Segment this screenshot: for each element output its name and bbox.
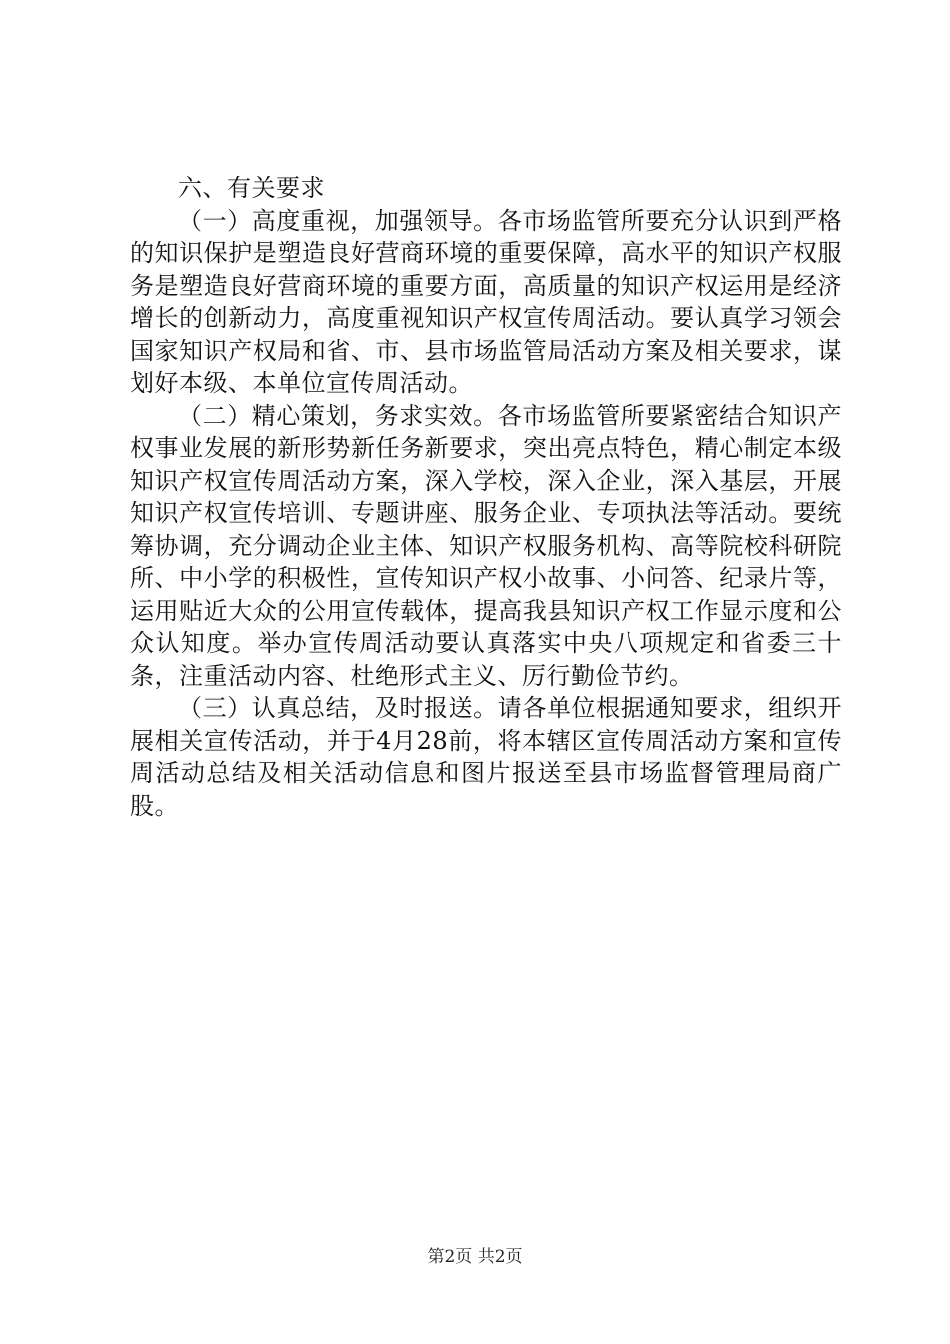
page-footer: 第2页 共2页 <box>427 1247 523 1267</box>
section-heading: 六、有关要求 <box>178 174 325 202</box>
paragraph-2: （二）精心策划，务求实效。各市场监管所要紧密结合知识产权事业发展的新形势新任务新要求，突出亮点特色，精心制定本级知识产权宣传周活动方案，深入学校，深入企业，深入基层，开展知识产权宣传培训、专题讲座、服务企业、专项执法等活动。要统筹协调，充分调动企业主体、知识产权服务机构、高等院校科研院所、中小学的积极性，宣传知识产权小故事、小问答、纪录片等，运用贴近大众的公用宣传载体，提高我县知识产权工作显示度和公众认知度。举办宣传周活动要认真落实中央八项规定和省委三十条，注重活动内容、杜绝形式主义、厉行勤俭节约。 <box>130 401 842 690</box>
paragraph-3: （三）认真总结，及时报送。请各单位根据通知要求，组织开展相关宣传活动，并于4月28前，将本辖区宣传周活动方案和宣传周活动总结及相关活动信息和图片报送至县市场监督管理局商广股。 <box>130 694 842 820</box>
document-body <box>130 172 842 822</box>
paragraph-1: （一）高度重视，加强领导。各市场监管所要充分认识到严格的知识保护是塑造良好营商环境的重要保障，高水平的知识产权服务是塑造良好营商环境的重要方面，高质量的知识产权运用是经济增长的创新动力，高度重视知识产权宣传周活动。要认真学习领会国家知识产权局和省、市、县市场监管局活动方案及相关要求，谋划好本级、本单位宣传周活动。 <box>130 206 842 397</box>
